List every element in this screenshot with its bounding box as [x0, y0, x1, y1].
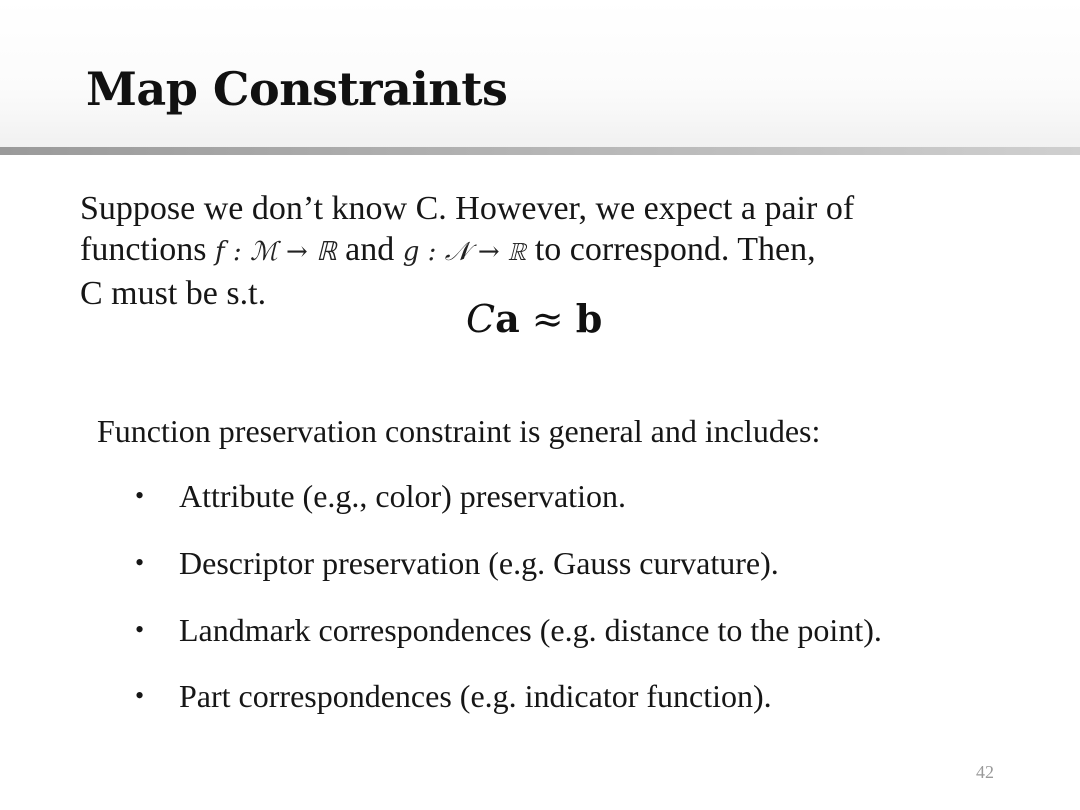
- equation-vector-a: a: [495, 296, 520, 341]
- equation-matrix-c: C: [466, 297, 496, 341]
- intro-line-2-pre: functions: [80, 231, 216, 268]
- bullet-text: Landmark correspondences (e.g. distance to the point).: [179, 612, 882, 648]
- intro-line-2-mid: and: [336, 231, 403, 268]
- function-g-math: g : 𝒩 → ℝ: [402, 237, 527, 267]
- intro-line-2: [80, 229, 1040, 273]
- function-f-math: f : ℳ → ℝ: [215, 237, 337, 267]
- list-item: [135, 545, 779, 582]
- bullet-icon: •: [135, 615, 145, 644]
- constraint-equation: [466, 296, 602, 341]
- bullet-text: Part correspondences (e.g. indicator function).: [179, 678, 772, 714]
- bullet-text: Attribute (e.g., color) preservation.: [179, 478, 626, 514]
- bullet-text: Descriptor preservation (e.g. Gauss curvature).: [179, 545, 779, 581]
- page-number: 42: [976, 762, 994, 782]
- title-divider: [0, 147, 1080, 155]
- intro-line-3: C must be s.t.: [80, 275, 267, 312]
- section-heading: Function preservation constraint is general and includes:: [97, 413, 821, 449]
- equation-approx-symbol: ≈: [519, 297, 576, 341]
- list-item: [135, 612, 882, 649]
- intro-line-1: Suppose we don’t know C. However, we expect a pair of: [80, 190, 855, 227]
- slide-title: Map Constraints: [86, 62, 508, 116]
- list-item: [135, 678, 772, 715]
- bullet-icon: •: [135, 681, 145, 710]
- list-item: [135, 478, 626, 515]
- intro-line-2-post: to correspond. Then,: [526, 231, 816, 268]
- bullet-icon: •: [135, 481, 145, 510]
- bullet-icon: •: [135, 548, 145, 577]
- equation-vector-b: b: [575, 296, 603, 341]
